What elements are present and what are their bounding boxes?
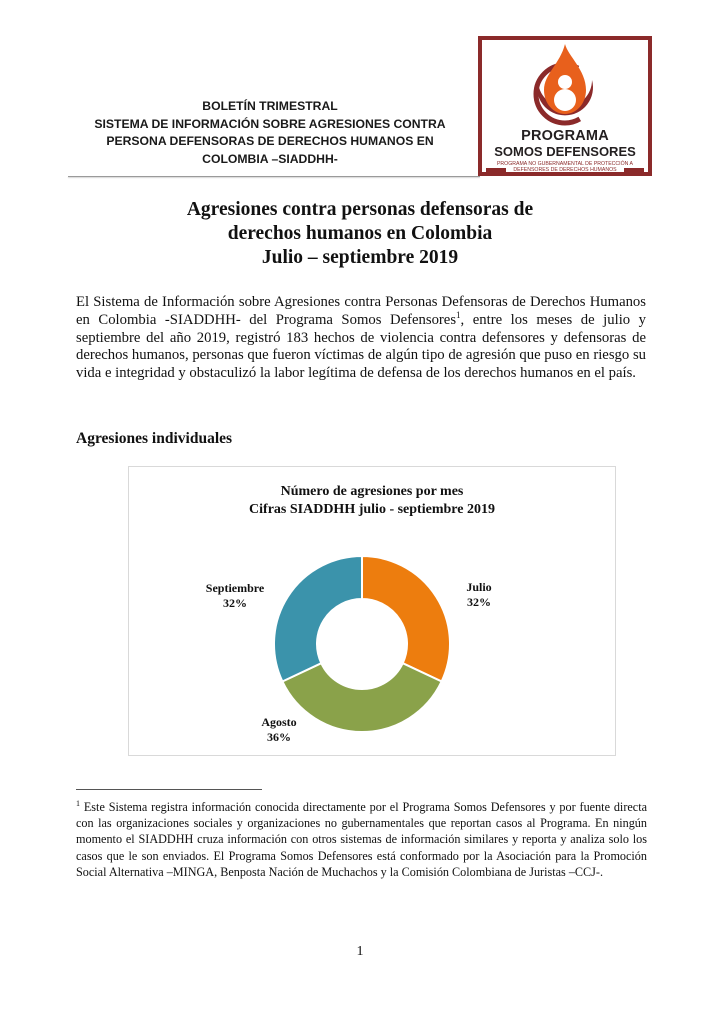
intro-paragraph (76, 294, 646, 383)
footnote-reference[interactable]: 1 (456, 309, 461, 320)
data-label-julio (449, 580, 509, 610)
logo-subtitle-line-2: DEFENSORES DE DERECHOS HUMANOS (513, 167, 617, 173)
footnote-separator (76, 789, 262, 790)
donut-slice-septiembre (274, 556, 362, 681)
header-line-2: SISTEMA DE INFORMACIÓN SOBRE AGRESIONES CONTRA (94, 116, 446, 131)
data-label-agosto (249, 715, 309, 745)
chart-title-line-2: Cifras SIADDHH julio - septiembre 2019 (249, 502, 495, 517)
title-line-3: Julio – septiembre 2019 (261, 247, 459, 268)
header-line-1: BOLETÍN TRIMESTRAL (202, 99, 338, 113)
donut-chart (128, 466, 616, 756)
donut-slice-julio (362, 556, 450, 681)
label-agosto-pct: 36% (267, 730, 291, 744)
donut-chart-plot (129, 467, 615, 755)
footnote-text: Este Sistema registra información conocida directamente por el Programa Somos Defensores y por fuente directa con las organizaciones sociales y organizaciones no gubernamentales que reportan casos al Programa. En ningún momento el SIADDHH cruza información con otros sistemas de información similares y reporta y analiza solo los casos que le son enviados. El Programa Somos Defensores está conformado por la Asociación para la Promoción Social Alternativa –MINGA, Benposta Nación de Muchachos y la Comisión Colombiana de Juristas –CCJ-. (76, 800, 647, 879)
label-septiembre-name: Septiembre (205, 581, 265, 595)
title-line-1: Agresiones contra personas defensoras de (186, 199, 534, 220)
footnote (76, 796, 647, 880)
section-heading: Agresiones individuales (76, 430, 233, 447)
data-label-septiembre (195, 581, 275, 611)
logo-title-line-2: SOMOS DEFENSORES (494, 144, 636, 159)
label-agosto-name: Agosto (261, 715, 297, 729)
footnote-marker: 1 (76, 799, 80, 808)
flame-logo-icon (482, 40, 648, 130)
intro-text-part-1: El Sistema de Información sobre Agresiones contra Personas Defensoras de Derechos Humanos en Colombia -SIADDHH- del Programa Somos Defensores (76, 294, 646, 328)
chart-title-line-1: Número de agresiones por mes (280, 484, 464, 499)
document-title (60, 198, 660, 270)
label-septiembre-pct: 32% (223, 596, 247, 610)
logo-bar-right (624, 168, 644, 172)
label-julio-pct: 32% (467, 595, 491, 609)
logo-subtitle-line-1: PROGRAMA NO GUBERNAMENTAL DE PROTECCIÓN A (496, 161, 634, 167)
header-divider (68, 176, 480, 177)
title-line-2: derechos humanos en Colombia (227, 223, 493, 244)
header-line-3: PERSONA DEFENSORAS DE DERECHOS HUMANOS EN (106, 134, 434, 148)
bulletin-header (70, 98, 470, 168)
programa-somos-defensores-logo (478, 36, 652, 176)
header-line-4: COLOMBIA –SIADDHH- (202, 151, 338, 166)
label-julio-name: Julio (466, 580, 492, 594)
page-number: 1 (356, 944, 364, 959)
intro-text-part-2: , entre los meses de julio y septiembre del año 2019, registró 183 hechos de violencia contra defensores y defensoras de derechos humanos, personas que fueron víctimas de algún tipo de agresión que puso en riesgo su vida e integridad y obstaculizó la labor legítima de defensa de los derechos humanos en el país. (76, 311, 647, 382)
logo-title-line-1: PROGRAMA (521, 128, 609, 144)
